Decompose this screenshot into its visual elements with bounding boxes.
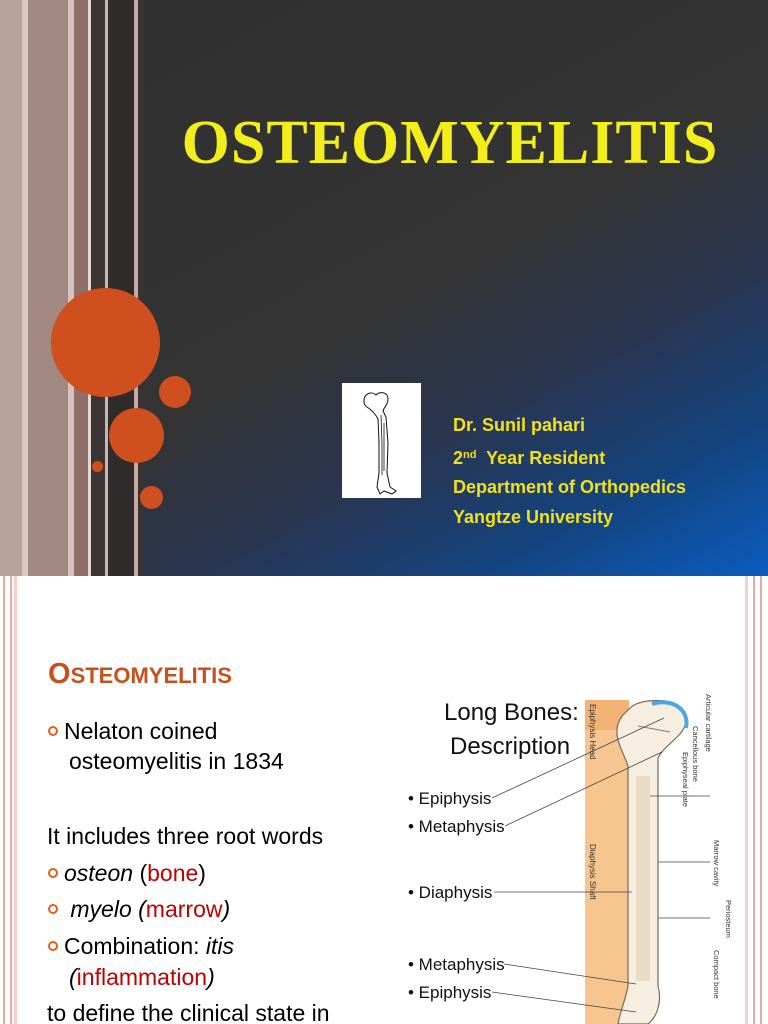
label-epiphyseal-plate: Epiphyseal plate bbox=[681, 752, 690, 808]
decor-circle bbox=[51, 288, 160, 397]
band-label-diaphysis-shaft: Diaphysis Shaft bbox=[588, 844, 597, 900]
closing-text: to define the clinical state in bbox=[47, 1000, 330, 1024]
decor-line bbox=[14, 576, 17, 1024]
author-university: Yangtze University bbox=[453, 506, 614, 527]
bullet-icon bbox=[48, 726, 58, 736]
bullet-nelaton: Nelaton coined bbox=[48, 716, 217, 746]
bullet-icon bbox=[48, 904, 58, 914]
decor-circle bbox=[140, 486, 163, 509]
author-name: Dr. Sunil pahari bbox=[453, 415, 586, 435]
decor-circle bbox=[92, 461, 103, 472]
decor-line bbox=[3, 576, 5, 1024]
label-articular-cartilage: Articular cartilage bbox=[704, 694, 713, 752]
long-bone-diagram bbox=[400, 686, 745, 1024]
bullet-nelaton-cont: osteomyelitis in 1834 bbox=[69, 748, 284, 774]
label-epiphysis-top: • Epiphysis bbox=[408, 789, 492, 808]
label-cancellous-bone: Cancellous bone bbox=[691, 726, 700, 782]
decor-line bbox=[753, 576, 755, 1024]
content-slide bbox=[0, 576, 768, 1024]
bullet-itis-cont: (inflammation) bbox=[69, 964, 215, 990]
label-periosteum: Periosteum bbox=[724, 900, 733, 938]
bullet-icon bbox=[48, 941, 58, 951]
label-marrow-cavity: Marrow cavity bbox=[712, 840, 721, 887]
band-label-epiphysis-head: Epiphysis Head bbox=[588, 704, 597, 760]
decor-circle bbox=[159, 376, 191, 408]
diagram-title-line2: Description bbox=[450, 733, 571, 760]
bullet-myelo: myelo (marrow) bbox=[48, 894, 230, 924]
label-epiphysis-bottom: • Epiphysis bbox=[408, 983, 492, 1002]
slide-heading: OSTEOMYELITIS bbox=[48, 658, 232, 690]
label-metaphysis-top: • Metaphysis bbox=[408, 817, 505, 836]
label-diaphysis: • Diaphysis bbox=[408, 883, 493, 902]
intro-text: It includes three root words bbox=[47, 823, 324, 849]
decor-line bbox=[10, 576, 12, 1024]
diagram-title-line1: Long Bones: bbox=[444, 699, 579, 726]
bullet-osteon: osteon (bone) bbox=[48, 858, 206, 888]
author-department: Department of Orthopedics bbox=[453, 477, 687, 497]
bullet-icon bbox=[48, 868, 58, 878]
decor-stripe bbox=[28, 0, 68, 576]
author-position: 2nd Year Resident bbox=[453, 447, 606, 468]
decor-stripe bbox=[74, 0, 88, 576]
decor-stripe bbox=[0, 0, 22, 576]
marrow-cavity-mark bbox=[636, 776, 650, 981]
slide-title: OSTEOMYELITIS bbox=[181, 109, 719, 177]
bullet-itis: Combination: itis bbox=[48, 931, 234, 961]
decor-line bbox=[745, 576, 748, 1024]
author-block bbox=[453, 411, 686, 532]
decor-line bbox=[760, 576, 762, 1024]
label-metaphysis-bottom: • Metaphysis bbox=[408, 955, 505, 974]
femur-sketch-image bbox=[342, 383, 421, 498]
label-compact-bone: Compact bone bbox=[712, 950, 721, 999]
decor-circle bbox=[109, 408, 164, 463]
